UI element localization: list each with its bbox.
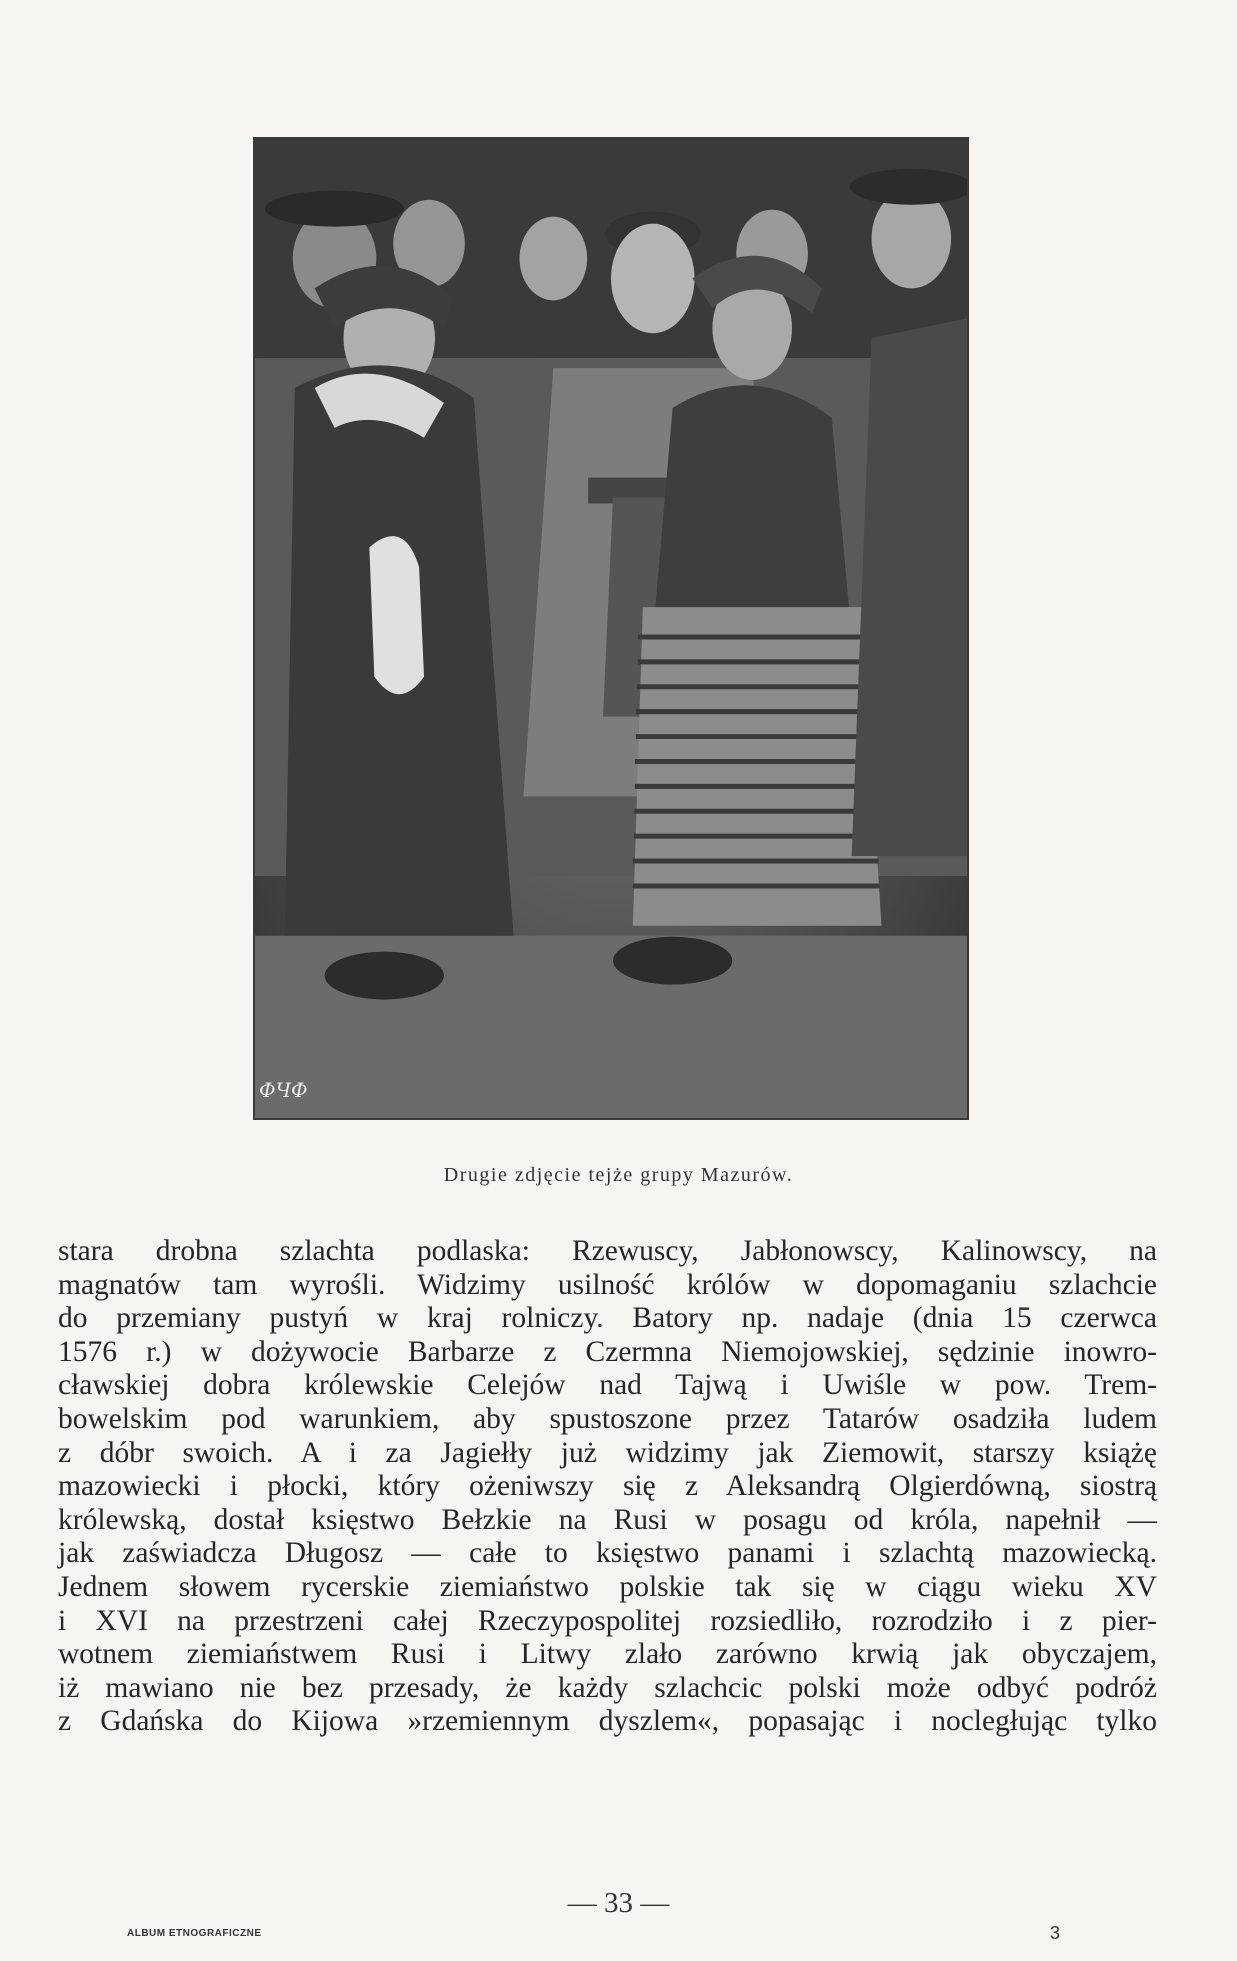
photo-illustration xyxy=(255,139,967,1118)
text-line: stara drobna szlachta podlaska: Rzewuscy, Jabłonowscy, Kalinowscy, na xyxy=(58,1235,1157,1267)
photo-caption: Drugie zdjęcie tejże grupy Mazurów. xyxy=(443,1164,794,1186)
text-line: z dóbr swoich. A i za Jagiełły już widzimy jak Ziemowit, starszy książę xyxy=(58,1436,1157,1469)
text-line: mazowiecki i płocki, który ożeniwszy się z Aleksandrą Olgierdówną, siostrą xyxy=(58,1470,1157,1503)
text-line: magnatów tam wyrośli. Widzimy usilność królów w dopomaganiu szlachcie xyxy=(58,1268,1157,1301)
text-line: królewską, dostał księstwo Bełzkie na Rusi w posagu od króla, napełnił — xyxy=(58,1503,1157,1536)
text-line: wotnem ziemiaństwem Rusi i Litwy zlało zarówno krwią jak obyczajem, xyxy=(58,1638,1157,1671)
text-line: jak zaświadcza Długosz — całe to księstwo panami i szlachtą mazowiecką. xyxy=(58,1537,1157,1570)
photograph xyxy=(253,137,969,1120)
footer-publication-title: ALBUM ETNOGRAFICZNE xyxy=(127,1928,262,1939)
text-line: iż mawiano nie bez przesady, że każdy szlachcic polski może odbyć podróż xyxy=(58,1671,1157,1704)
text-line: bowelskim pod warunkiem, aby spustoszone przez Tatarów osadziła ludem xyxy=(58,1402,1157,1435)
body-text xyxy=(58,1235,1157,1739)
text-line: i XVI na przestrzeni całej Rzeczypospolitej rozsiedliło, rozrodziło i z pier- xyxy=(58,1604,1157,1637)
photographer-monogram: ФЧФ xyxy=(259,1078,308,1102)
text-line: Jednem słowem rycerskie ziemiaństwo polskie tak się w ciągu wieku XV xyxy=(58,1570,1157,1603)
text-line: 1576 r.) w dożywocie Barbarze z Czermna Niemojowskiej, sędzinie inowro- xyxy=(58,1335,1157,1368)
text-line: z Gdańska do Kijowa »rzemiennym dyszlem«, popasając i nocległując tylko xyxy=(58,1705,1157,1738)
page-number: — 33 — xyxy=(567,1887,670,1919)
text-line: do przemiany pustyń w kraj rolniczy. Batory np. nadaje (dnia 15 czerwca xyxy=(58,1302,1157,1335)
text-line: cławskiej dobra królewskie Celejów nad Tajwą i Uwiśle w pow. Trem- xyxy=(58,1369,1157,1402)
footer-signature-number: 3 xyxy=(1050,1923,1061,1943)
